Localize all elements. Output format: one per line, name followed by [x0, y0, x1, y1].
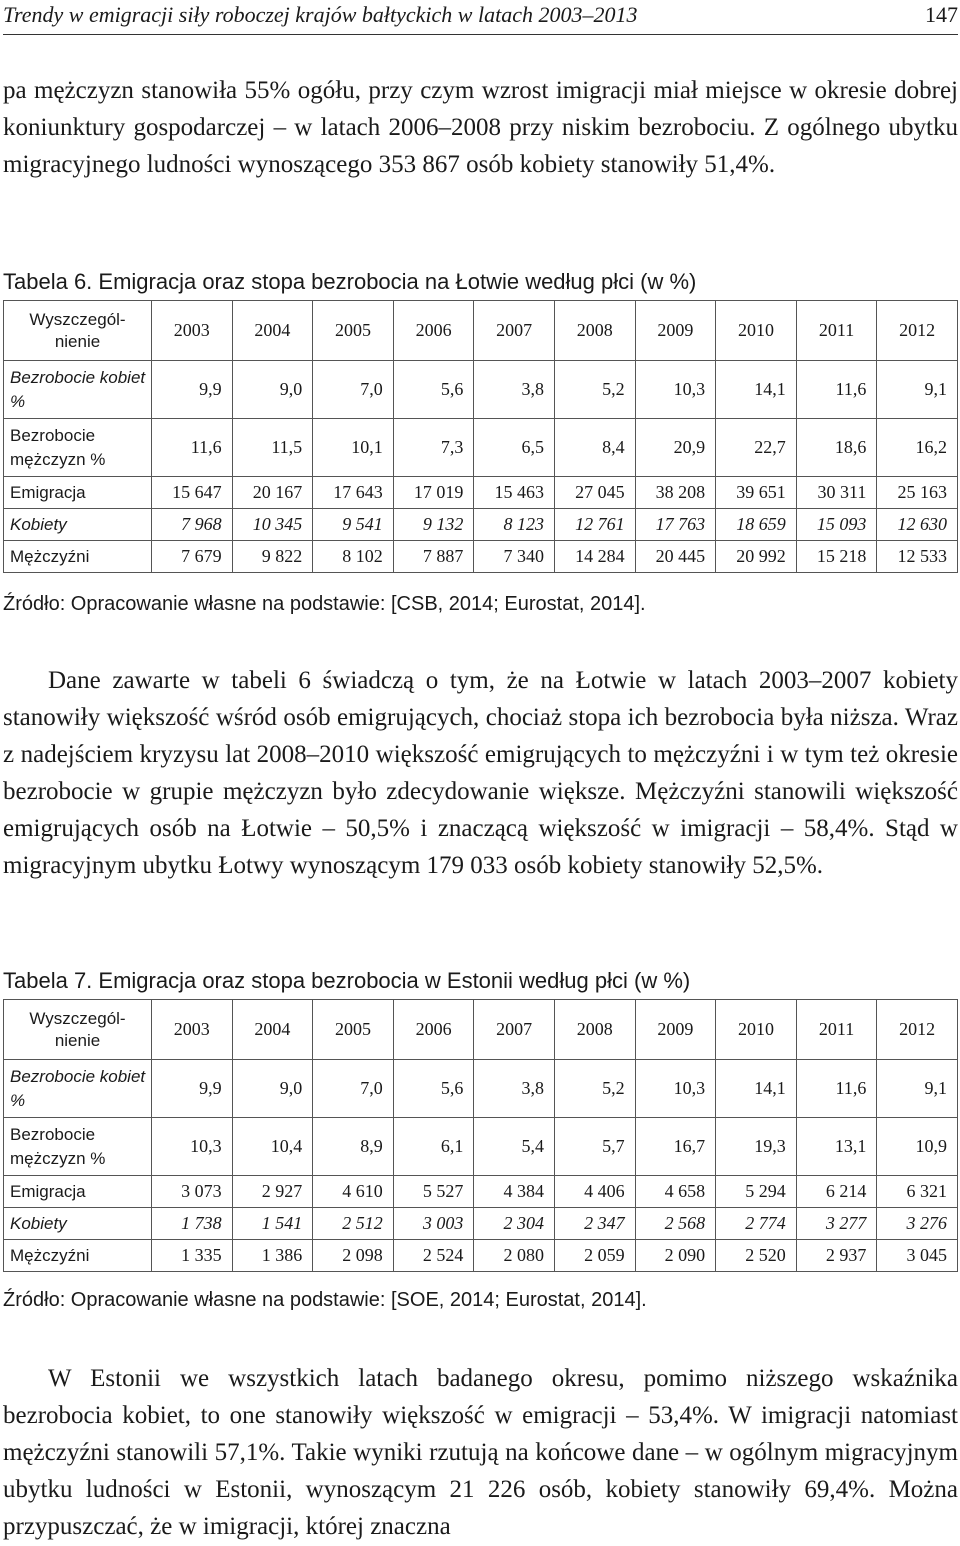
table-cell: 19,3: [716, 1118, 797, 1176]
table-cell: 20 167: [232, 477, 313, 509]
column-header-year: 2011: [796, 1000, 877, 1060]
column-header-year: 2009: [635, 301, 716, 361]
table-cell: 7 340: [474, 541, 555, 573]
table-cell: 38 208: [635, 477, 716, 509]
column-header-label: Wyszczegól-nienie: [4, 1000, 152, 1060]
table-cell: 12 533: [877, 541, 958, 573]
table-cell: 5 294: [716, 1176, 797, 1208]
table-cell: 6 214: [796, 1176, 877, 1208]
table-cell: 5,2: [554, 361, 635, 419]
table-cell: 3 277: [796, 1208, 877, 1240]
column-header-year: 2007: [474, 1000, 555, 1060]
table-cell: 4 610: [313, 1176, 394, 1208]
table-cell: 10,3: [152, 1118, 233, 1176]
column-header-year: 2007: [474, 301, 555, 361]
table-cell: 2 512: [313, 1208, 394, 1240]
table-cell: 27 045: [554, 477, 635, 509]
table-cell: 6,1: [393, 1118, 474, 1176]
table-cell: 2 524: [393, 1240, 474, 1272]
table-cell: 2 090: [635, 1240, 716, 1272]
table-cell: 2 568: [635, 1208, 716, 1240]
table7-caption: Tabela 7. Emigracja oraz stopa bezrobocia w Estonii według płci (w %): [3, 968, 691, 993]
row-label: Mężczyźni: [4, 541, 152, 573]
table-cell: 9,1: [877, 361, 958, 419]
column-header-year: 2006: [393, 301, 474, 361]
row-label: Mężczyźni: [4, 1240, 152, 1272]
table-cell: 3 073: [152, 1176, 233, 1208]
table-cell: 7 968: [152, 509, 233, 541]
column-header-year: 2003: [152, 1000, 233, 1060]
table-row-emigration: [4, 477, 958, 509]
table-row-unemployment-men: [4, 419, 958, 477]
row-label: Emigracja: [4, 477, 152, 509]
table6-caption: Tabela 6. Emigracja oraz stopa bezrobocia na Łotwie według płci (w %): [3, 269, 697, 294]
column-header-year: 2004: [232, 1000, 313, 1060]
table-cell: 10 345: [232, 509, 313, 541]
table-cell: 17 019: [393, 477, 474, 509]
column-header-year: 2004: [232, 301, 313, 361]
table-cell: 10,9: [877, 1118, 958, 1176]
table-cell: 15 218: [796, 541, 877, 573]
table-cell: 14,1: [716, 1060, 797, 1118]
column-header-year: 2010: [716, 301, 797, 361]
column-header-year: 2008: [554, 1000, 635, 1060]
row-label: Bezrobocie kobiet %: [4, 1060, 152, 1118]
table-cell: 5,6: [393, 361, 474, 419]
table-cell: 16,7: [635, 1118, 716, 1176]
table-cell: 3,8: [474, 361, 555, 419]
table-cell: 39 651: [716, 477, 797, 509]
table-cell: 2 927: [232, 1176, 313, 1208]
table-cell: 9 132: [393, 509, 474, 541]
table-cell: 8,9: [313, 1118, 394, 1176]
table-cell: 7 679: [152, 541, 233, 573]
row-label: Bezrobocie mężczyzn %: [4, 419, 152, 477]
table-cell: 17 763: [635, 509, 716, 541]
table-cell: 9,9: [152, 361, 233, 419]
paragraph-estonia: W Estonii we wszystkich latach badanego okresu, pomimo niższego wskaźnika bezrobocia kobiet, to one stanowiły większość w emigracji – 53,4%. W imigracji natomiast mężczyźni stanowili 57,1%. Takie wyniki rzutują na końcowe dane – w ogólnym migracyjnym ubytku ludności w Estonii, wynoszącym 21 226 osób, kobiety stanowiły 69,4%. Można przypuszczać, że w imigracji, której znaczna: [3, 1365, 958, 1540]
table-row-unemployment-women: [4, 1060, 958, 1118]
table-cell: 7,0: [313, 1060, 394, 1118]
table-cell: 6,5: [474, 419, 555, 477]
table6: [3, 300, 958, 573]
column-header-year: 2012: [877, 301, 958, 361]
table-cell: 4 658: [635, 1176, 716, 1208]
table-cell: 15 647: [152, 477, 233, 509]
table-cell: 25 163: [877, 477, 958, 509]
page-number: 147: [925, 2, 958, 27]
table-cell: 9,9: [152, 1060, 233, 1118]
table-cell: 7 887: [393, 541, 474, 573]
table-cell: 12 761: [554, 509, 635, 541]
table-cell: 2 774: [716, 1208, 797, 1240]
column-header-year: 2011: [796, 301, 877, 361]
table-cell: 30 311: [796, 477, 877, 509]
table-cell: 15 093: [796, 509, 877, 541]
table-cell: 9,1: [877, 1060, 958, 1118]
column-header-year: 2010: [716, 1000, 797, 1060]
table-cell: 2 098: [313, 1240, 394, 1272]
table-cell: 20 992: [716, 541, 797, 573]
table-row-men: [4, 1240, 958, 1272]
column-header-year: 2012: [877, 1000, 958, 1060]
table-row-emigration: [4, 1176, 958, 1208]
table-cell: 5 527: [393, 1176, 474, 1208]
table-header-row: [4, 1000, 958, 1060]
table-row-unemployment-men: [4, 1118, 958, 1176]
table-cell: 2 520: [716, 1240, 797, 1272]
table-cell: 18 659: [716, 509, 797, 541]
table-cell: 2 304: [474, 1208, 555, 1240]
running-head: [3, 0, 958, 35]
table-cell: 10,3: [635, 361, 716, 419]
table-cell: 5,2: [554, 1060, 635, 1118]
table-cell: 2 080: [474, 1240, 555, 1272]
table-cell: 18,6: [796, 419, 877, 477]
table-header-row: [4, 301, 958, 361]
table-cell: 9,0: [232, 361, 313, 419]
paragraph-latvia: Dane zawarte w tabeli 6 świadczą o tym, że na Łotwie w latach 2003–2007 kobiety stanowiły większość wśród osób emigrujących, chociaż stopa ich bezrobocia była niższa. Wraz z nadejściem kryzysu lat 2008–2010 większość emigrujących to mężczyźni i w tym też okresie bezrobocie w grupie mężczyzn było zdecydowanie większe. Mężczyźni stanowili większość emigrujących osób na Łotwie – 50,5% i znaczącą większość w imigracji – 58,4%. Stąd w migracyjnym ubytku Łotwy wynoszącym 179 033 osób kobiety stanowiły 52,5%.: [3, 667, 958, 879]
row-label: Bezrobocie mężczyzn %: [4, 1118, 152, 1176]
running-head-title: Trendy w emigracji siły roboczej krajów bałtyckich w latach 2003–2013: [3, 2, 638, 27]
table-cell: 9 541: [313, 509, 394, 541]
table-row-women: [4, 509, 958, 541]
table-cell: 7,3: [393, 419, 474, 477]
table-cell: 3 003: [393, 1208, 474, 1240]
table-cell: 8,4: [554, 419, 635, 477]
table-cell: 17 643: [313, 477, 394, 509]
row-label: Bezrobocie kobiet %: [4, 361, 152, 419]
table-cell: 11,6: [796, 1060, 877, 1118]
table-cell: 15 463: [474, 477, 555, 509]
paragraph-intro: pa mężczyzn stanowiła 55% ogółu, przy czym wzrost imigracji miał miejsce w okresie dobrej koniunktury gospodarczej – w latach 2006–2008 przy niskim bezrobociu. Z ogólnego ubytku migracyjnego ludności wynoszącego 353 867 osób kobiety stanowiły 51,4%.: [3, 77, 958, 178]
column-header-year: 2003: [152, 301, 233, 361]
table-cell: 5,6: [393, 1060, 474, 1118]
table-cell: 3,8: [474, 1060, 555, 1118]
table-cell: 2 059: [554, 1240, 635, 1272]
table7-source: Źródło: Opracowanie własne na podstawie: [SOE, 2014; Eurostat, 2014].: [3, 1289, 647, 1311]
table-cell: 10,3: [635, 1060, 716, 1118]
table-cell: 2 937: [796, 1240, 877, 1272]
table-cell: 14 284: [554, 541, 635, 573]
table-cell: 2 347: [554, 1208, 635, 1240]
table-cell: 11,6: [152, 419, 233, 477]
column-header-year: 2005: [313, 1000, 394, 1060]
table-cell: 8 102: [313, 541, 394, 573]
table-row-unemployment-women: [4, 361, 958, 419]
row-label: Emigracja: [4, 1176, 152, 1208]
row-label: Kobiety: [4, 509, 152, 541]
table-cell: 10,4: [232, 1118, 313, 1176]
table-cell: 10,1: [313, 419, 394, 477]
table6-source: Źródło: Opracowanie własne na podstawie: [CSB, 2014; Eurostat, 2014].: [3, 593, 646, 615]
table-cell: 1 335: [152, 1240, 233, 1272]
table-cell: 5,4: [474, 1118, 555, 1176]
table-cell: 11,6: [796, 361, 877, 419]
table-cell: 8 123: [474, 509, 555, 541]
table-cell: 7,0: [313, 361, 394, 419]
table-cell: 3 276: [877, 1208, 958, 1240]
table-cell: 9,0: [232, 1060, 313, 1118]
table-cell: 6 321: [877, 1176, 958, 1208]
table-cell: 4 384: [474, 1176, 555, 1208]
row-label: Kobiety: [4, 1208, 152, 1240]
table-cell: 20,9: [635, 419, 716, 477]
column-header-year: 2009: [635, 1000, 716, 1060]
table-cell: 1 541: [232, 1208, 313, 1240]
table-cell: 9 822: [232, 541, 313, 573]
table-cell: 3 045: [877, 1240, 958, 1272]
table-cell: 1 386: [232, 1240, 313, 1272]
table-cell: 12 630: [877, 509, 958, 541]
column-header-year: 2005: [313, 301, 394, 361]
table7: [3, 999, 958, 1272]
table-cell: 11,5: [232, 419, 313, 477]
table-row-women: [4, 1208, 958, 1240]
column-header-year: 2008: [554, 301, 635, 361]
table-cell: 13,1: [796, 1118, 877, 1176]
table-row-men: [4, 541, 958, 573]
table-cell: 20 445: [635, 541, 716, 573]
table-cell: 4 406: [554, 1176, 635, 1208]
table-cell: 14,1: [716, 361, 797, 419]
column-header-label: Wyszczegól-nienie: [4, 301, 152, 361]
table-cell: 5,7: [554, 1118, 635, 1176]
table-cell: 1 738: [152, 1208, 233, 1240]
table-cell: 16,2: [877, 419, 958, 477]
column-header-year: 2006: [393, 1000, 474, 1060]
table-cell: 22,7: [716, 419, 797, 477]
